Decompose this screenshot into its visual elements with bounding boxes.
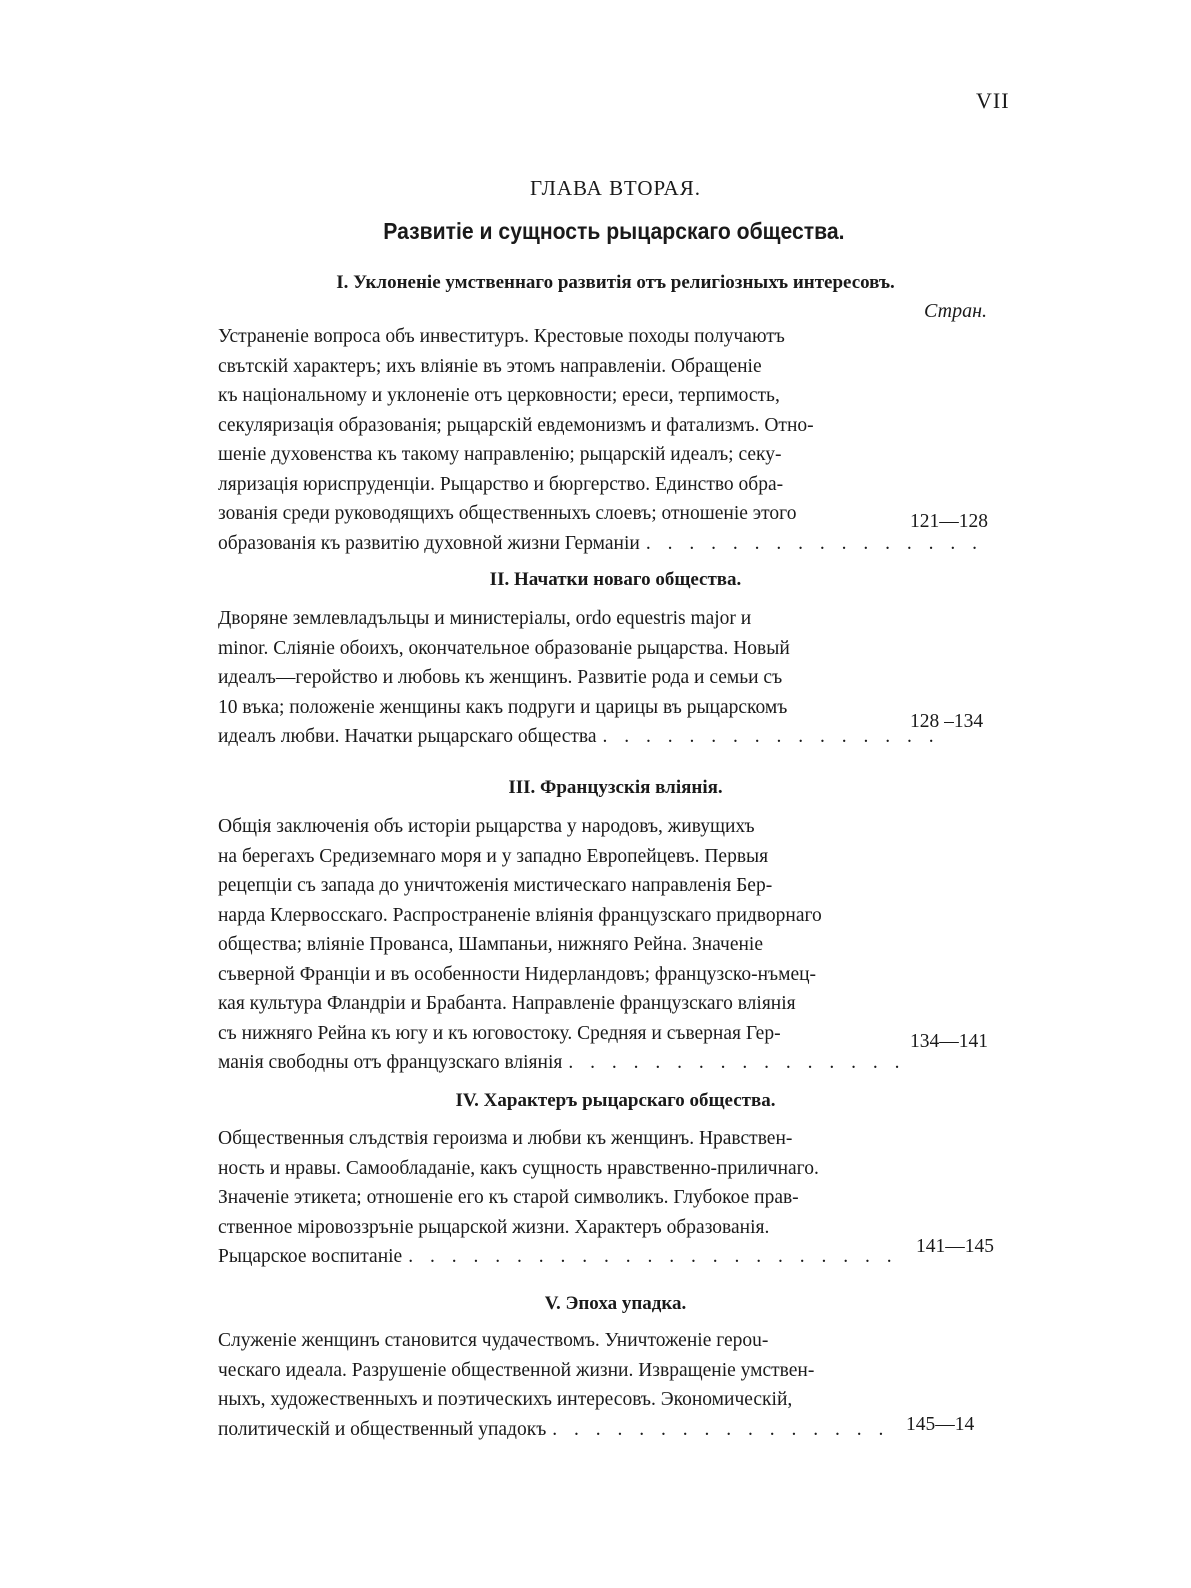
page-range: 141—145	[916, 1236, 994, 1257]
leader-dots: . . . . . . . . . . . . . . . .	[602, 726, 940, 747]
section-heading: I. Уклоненіе умственнаго развитія отъ религіозныхъ интересовъ.	[336, 272, 895, 293]
text-line	[218, 1242, 906, 1272]
section-heading: V. Эпоха упадка.	[544, 1293, 687, 1314]
text-line: Общественныя слъдствія героизма и любви къ женщинъ. Нравствен-	[218, 1128, 793, 1149]
page-range: 128 –134	[910, 711, 984, 732]
text-line: рецепціи съ запада до уничтоженія мистическаго направленія Бер-	[218, 875, 773, 896]
section-description	[218, 812, 906, 1078]
text-line	[218, 722, 940, 752]
text-line: 10 въка; положеніе женщины какъ подруги и царицы въ рыцарскомъ	[218, 696, 788, 718]
chapter-label: ГЛАВА ВТОРАЯ.	[530, 176, 701, 200]
text-line-end: манія свободны отъ французскаго вліянія	[218, 1052, 563, 1073]
text-line: minor. Сліяніе обоихъ, окончательное образованіе рыцарства. Новый	[218, 637, 790, 659]
text-line: Служеніе женщинъ становится чудачествомъ. Уничтоженіе героu-	[218, 1330, 769, 1351]
text-line: общества; вліяніе Прованса, Шампаньи, нижняго Рейна. Значеніе	[218, 934, 764, 955]
text-line: къ національному и уклоненіе отъ церковности; ереси, терпимость,	[218, 385, 780, 406]
section-description	[218, 604, 940, 752]
text-line: секуляризація образованія; рыцарскій евдемонизмъ и фатализмъ. Отно-	[218, 414, 814, 436]
text-line: ность и нравы. Самообладаніе, какъ сущность нравственно-приличнаго.	[218, 1157, 819, 1179]
text-line-end: Рыцарское воспитаніе	[218, 1246, 403, 1267]
text-line: Дворяне землевладъльцы и министеріалы, ordo equestris major и	[218, 608, 752, 629]
leader-dots: . . . . . . . . . . . . . . . .	[568, 1052, 906, 1073]
page-range: 145—14	[906, 1414, 975, 1435]
leader-dots: . . . . . . . . . . . . . . . .	[645, 532, 983, 554]
text-line: ческаго идеала. Разрушеніе общественной жизни. Извращеніе умствен-	[218, 1359, 815, 1381]
page-number: VII	[976, 88, 1010, 113]
text-line-end: политическій и общественный упадокъ	[218, 1418, 547, 1440]
text-line-end: идеалъ любви. Начатки рыцарскаго общества	[218, 726, 597, 747]
leader-dots: . . . . . . . . . . . . . . . . . . . . . . .	[408, 1246, 898, 1267]
page-range: 121—128	[910, 511, 988, 532]
section-description	[218, 1124, 906, 1272]
text-line: нарда Клервосскаго. Распространеніе вліянія французскаго придворнаго	[218, 904, 822, 926]
text-line: шеніе духовенства къ такому направленію; рыцарскій идеалъ; секу-	[218, 444, 782, 465]
chapter-title: Развитіе и сущность рыцарскаго общества.	[383, 218, 845, 244]
text-line: съверной Франціи и въ особенности Нидерландовъ; французско-нъмец-	[218, 963, 817, 985]
text-line: Общія заключенія объ исторіи рыцарства у народовъ, живущихъ	[218, 816, 755, 837]
section-heading: III. Французскія вліянія.	[508, 777, 723, 798]
text-line: Значеніе этикета; отношеніе его къ старой символикъ. Глубокое прав-	[218, 1187, 799, 1208]
page-range: 134—141	[910, 1031, 988, 1052]
section-description	[218, 1326, 906, 1444]
text-line	[218, 1048, 906, 1078]
text-line: ственное міровоззръніе рыцарской жизни. Характеръ образованія.	[218, 1216, 770, 1238]
text-line: Устраненіе вопроса объ инвеституръ. Крестовые походы получаютъ	[218, 326, 785, 347]
text-line: на берегахъ Средиземнаго моря и у западно Европейцевъ. Первыя	[218, 845, 769, 867]
text-line: съ нижняго Рейна къ югу и къ юговостоку. Средняя и съверная Гер-	[218, 1022, 781, 1044]
text-line-end: образованія къ развитію духовной жизни Германіи	[218, 532, 640, 554]
text-line: зованія среди руководящихъ общественныхъ слоевъ; отношеніе этого	[218, 503, 797, 524]
text-line: ныхъ, художественныхъ и поэтическихъ интересовъ. Экономическій,	[218, 1389, 793, 1410]
section-heading: II. Начатки новаго общества.	[489, 569, 742, 590]
text-line: кая культура Фландріи и Брабанта. Направленіе французскаго вліянія	[218, 993, 796, 1014]
text-line: свътскій характеръ; ихъ вліяніе въ этомъ направленіи. Обращеніе	[218, 355, 762, 377]
text-line: идеалъ—геройство и любовь къ женщинъ. Развитіе рода и семьи съ	[218, 667, 783, 688]
leader-dots: . . . . . . . . . . . . . . . .	[552, 1418, 890, 1440]
text-line: ляризація юриспруденціи. Рыцарство и бюргерство. Единство обра-	[218, 473, 784, 495]
pages-column-label: Стран.	[924, 300, 987, 322]
section-heading: IV. Характеръ рыцарскаго общества.	[455, 1090, 776, 1111]
text-line	[218, 529, 983, 559]
text-line	[218, 1415, 906, 1445]
